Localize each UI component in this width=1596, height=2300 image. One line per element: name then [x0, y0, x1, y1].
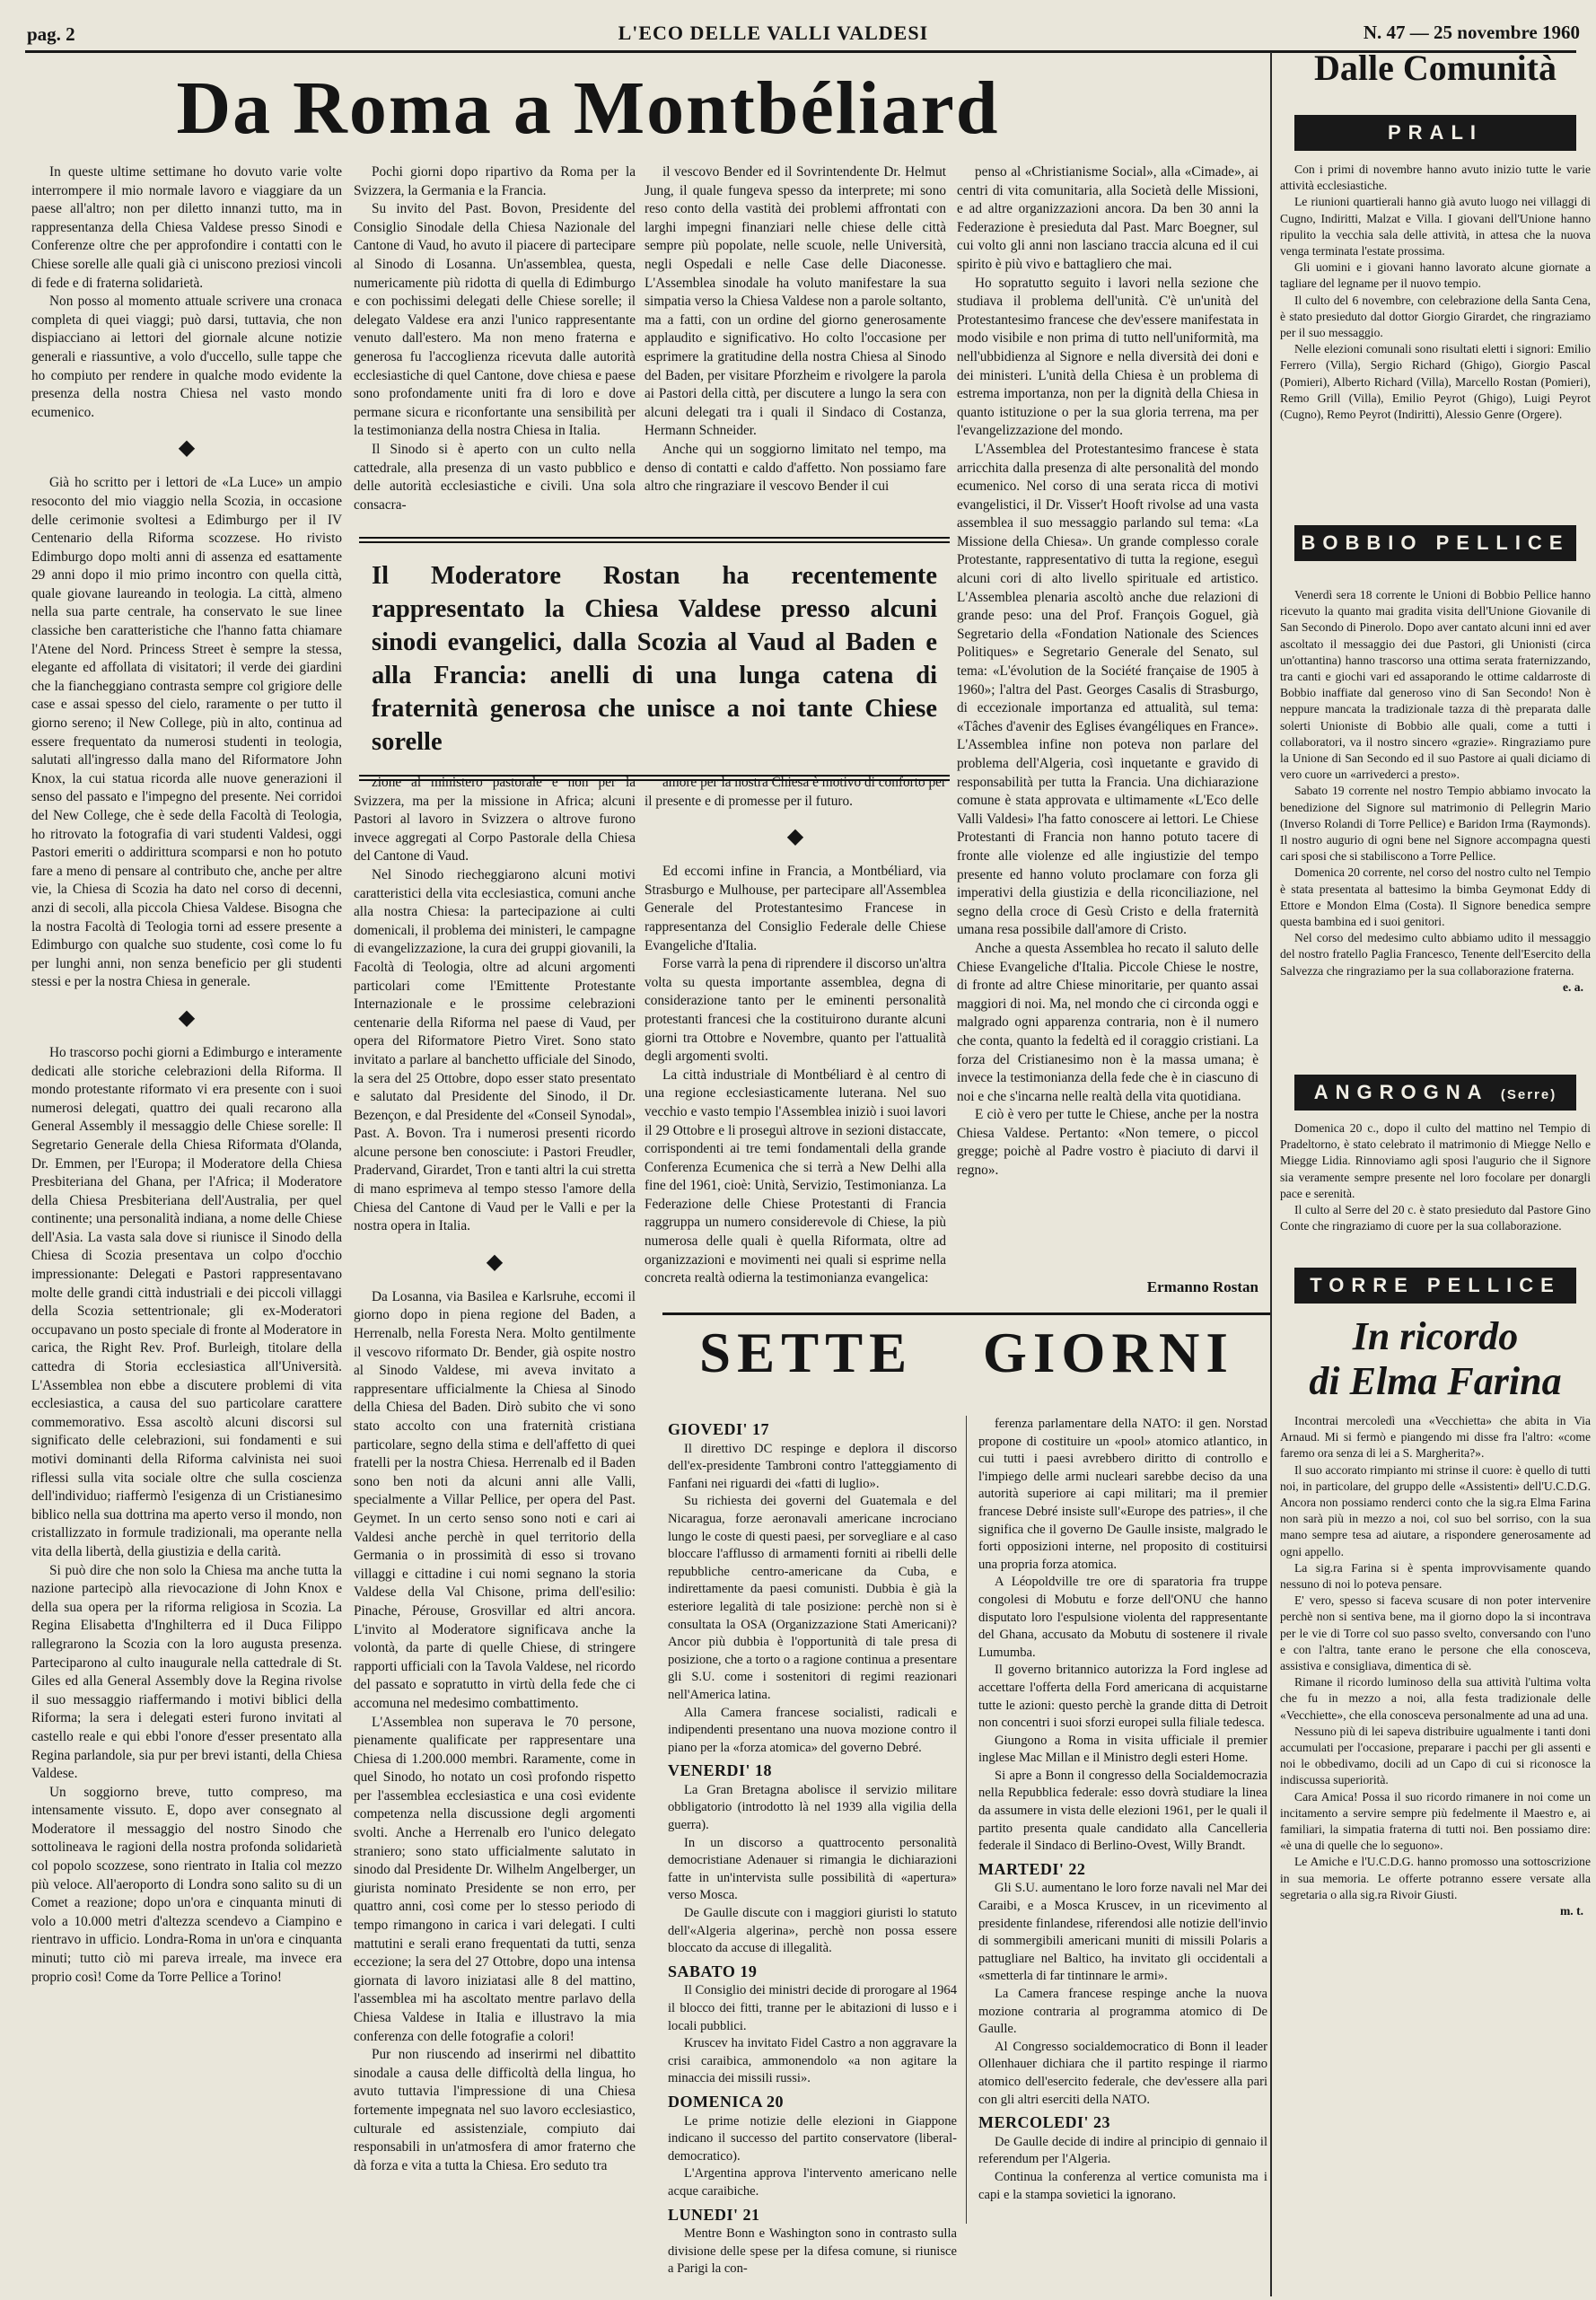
day-heading: DOMENICA 20: [668, 2092, 785, 2111]
paragraph: In queste ultime settimane ho dovuto varie volte interrompere il mio normale lavoro e viaggiare da un paese all'altro; non per diletto innanzi tutto, ma in rappresentanza della Chiesa Valdese presso Sinodi e Conferenze oltre che per approfondire i contatti con le Chiese sorelle alle quali già ci uniscono preziosi vincoli di fede e di fraterna solidarietà.: [31, 164, 342, 291]
paragraph: Gli S.U. aumentano le loro forze navali nel Mar dei Caraibi, e a Mosca Kruscev, in un ricevimento al presidente finlandese, riferendosi alle notizie dell'invio di sommergibili americani muniti di missili Polaris a pattugliare nel Baltico, ha invitato gli occidentali a «smetterla di far tintinnare le armi».: [978, 1881, 1267, 1984]
paragraph: Domenica 20 corrente, nel corso del nostro culto nel Tempio è stata presentata al battesimo la bimba Geymonat Eddy di Ettore e Mondon Elma (Costa). Il Signore benedica sempre questa bambina ed i suoi genitori.: [1280, 865, 1591, 929]
paragraph: amore per la nostra Chiesa è motivo di conforto per il presente e di promesse per il futuro.: [645, 775, 946, 809]
section-elma-farina-text: [1280, 1413, 1591, 2288]
article-column-3-top: [645, 163, 946, 535]
paragraph: Le riunioni quartierali hanno già avuto luogo nei villaggi di Cugno, Indiritti, Malzat e Villa. I giovani dell'Unione hanno ripulito la vecchia sala delle attività, in attesa che la nuova venga terminata l'estate prossima.: [1280, 195, 1591, 259]
day-heading: MERCOLEDI' 23: [978, 2113, 1111, 2132]
paragraph: Mentre Bonn e Washington sono in contrasto sulla divisione delle spese per la difesa comune, si riunisce a Parigi la con-: [668, 2226, 957, 2277]
page-number: pag. 2: [27, 23, 75, 45]
sette-giorni-right-column: [978, 1416, 1267, 2300]
article-column-3-bottom: [645, 774, 946, 1309]
paragraph: Nel Sinodo riecheggiarono alcuni motivi caratteristici della vita ecclesiastica, comuni anche alla nostra Chiesa: la partecipazione ai culti domenicali, il problema dei ministeri, le campagne di evangelizzazione, la cura dei gruppi giovanili, la Facoltà di Teologia, oltre ad alcuni argomenti particolari come l'Emittente Protestante Internazionale e le prossime celebrazioni centenarie della Riforma nel paese di Vaud, per opera del Riformatore Pietro Viret. Sono stato invitato a parlare al banchetto ufficiale del Sinodo, la sera del 25 Ottobre, dopo esser stato presentato e salutato dal Presidente del Sinodo, il Dr. Bezençon, e dal Presidente del «Conseil Synodal», Past. A. Bovon. Tra i numerosi presenti ricordo alcune persone ben conosciute: i Pastori Freudler, Pradervand, Girardet, Tron e tanti altri la cui stretta di mano esprimeva al tempo stesso l'amore della Chiesa del Cantone di Vaud per le Valli e per la nostra opera in Italia.: [354, 866, 636, 1234]
paragraph: Kruscev ha invitato Fidel Castro a non aggravare la crisi caraibica, ammonendolo «a non agitare la minaccia dei missili russi».: [668, 2036, 957, 2086]
deck-box: [359, 537, 950, 781]
paragraph: De Gaulle discute con i maggiori giuristi lo statuto dell'«Algeria algerina», perchè non possa essere bloccato da accuse di illegalità.: [668, 1906, 957, 1956]
paragraph: Incontrai mercoledì una «Vecchietta» che abita in Via Arnaud. Mi si fermò e piangendo mi disse fra l'altro: «come faremo ora senza di lei a S. Margherita?».: [1280, 1414, 1591, 1461]
elma-farina-title: In ricordo di Elma Farina: [1309, 1314, 1562, 1403]
paragraph: L'Assemblea non superava le 70 persone, pienamente qualificate per rappresentare una Chiesa di 1.200.000 membri. Raramente, come in quel Sinodo, ho notato un così profondo rispetto per l'assemblea ecclesiastica e una così evidente competenza nella discussione degli argomenti svolti. Anche a Herrenalb ero l'unico delegato straniero; sono stato ufficialmente salutato in sinodo dal Presidente Dr. Wilhelm Angelberger, un giurista nominato Presidente se non erro, per quattro anni, così come per lo stesso periodo di tempo rimangono in carica i vari delegati. I culti mattutini e serali erano frequentati da tutti, senza eccezione; la sera del 27 Ottobre, dopo una intensa giornata di lavoro iniziatasi alle 8 del mattino, l'assemblea mi ha ascoltato mentre parlavo della Chiesa Valdese in Italia e illustravo la mia conferenza con delle fotografie a colori!: [354, 1714, 636, 2044]
deck-text: Il Moderatore Rostan ha recentemente rappresentato la Chiesa Valdese presso alcuni sinodi evangelici, dalla Scozia al Vaud al Baden e alla Francia: anelli di una lunga catena di fraternità generosa che unisce a noi tante Chiese sorelle: [372, 562, 937, 756]
issue-date: N. 47 — 25 novembre 1960: [1363, 22, 1580, 43]
section-angrogna-text: [1280, 1120, 1591, 1262]
section-heading-prali: PRALI: [1294, 115, 1576, 151]
sette-giorni-left-column: [668, 1416, 957, 2300]
section-heading-angrogna: ANGROGNA (Serre): [1294, 1075, 1576, 1110]
paragraph: Anche qui un soggiorno limitato nel tempo, ma denso di contatti e caldo d'affetto. Non possiamo fare altro che ringraziare il vescovo Bender il cui: [645, 441, 946, 495]
article-column-2-top: [354, 163, 636, 535]
article-column-1: [31, 163, 342, 2291]
paragraph: Il direttivo DC respinge e deplora il discorso dell'ex-presidente Tambroni contro l'atteggiamento di Fanfani nei riguardi dei «fatti di luglio».: [668, 1441, 957, 1491]
section-heading-torre-pellice: TORRE PELLICE: [1294, 1268, 1576, 1304]
article-column-4: [957, 163, 1258, 1277]
paragraph: Un soggiorno breve, tutto compreso, ma intensamente vissuto. E, dopo aver consegnato al Moderatore il messaggio del nostro Sinodo che sottolineava le ragioni della nostra profonda solidarietà col popolo scozzese, sono rientrato in Italia col mezzo più veloce. All'aeroporto di Londra sono salito su di un Comet a reazione; dopo un'ora e cinquanta minuti di volo a 10.000 metri d'altezza scendevo a Ciampino e rientravo in ufficio. Londra-Roma in un'ora e cinquanta minuti; tutto ciò mi pareva irreale, ma invece era proprio così! Come da Torre Pellice a Torino!: [31, 1784, 342, 1985]
day-heading: SABATO 19: [668, 1962, 758, 1980]
paragraph: Gli uomini e i giovani hanno lavorato alcune giornate a tagliare del legname per il nuovo tempio.: [1280, 260, 1591, 291]
section-heading-bobbio-pellice: BOBBIO PELLICE: [1294, 525, 1576, 561]
paragraph: Con i primi di novembre hanno avuto inizio tutte le varie attività ecclesiastiche.: [1280, 162, 1591, 193]
paragraph: Forse varrà la pena di riprendere il discorso un'altra volta su questa importante assemblea, degna di considerazione tanto per le eminenti personalità protestanti francesi che la costituirono durante alcuni giorni tra Ottobre e Novembre, quanto per l'attualità degli argomenti svolti.: [645, 956, 946, 1065]
paragraph: La sig.ra Farina si è spenta improvvisamente quando nessuno di noi lo poteva pensare.: [1280, 1560, 1591, 1592]
paragraph: Si può dire che non solo la Chiesa ma anche tutta la nazione partecipò alla rievocazione di John Knox e della sua opera per la riforma religiosa in Scozia. La Regina Elisabetta d'Inghilterra ed il Duca Filippo rallegrarono la Scozia con la loro augusta presenza. Parteciparono al culto inaugurale nella cattedrale di St. Giles ed alla General Assembly dove la Regina rivolse il suo messaggio riaffermando i motivi biblici della Riforma; la sera i delegati esteri furono invitati al castello reale e qui ebbi l'onore d'esser presentato alla Regina parlandole, sia pur per brevi istanti, della Chiesa Valdese.: [31, 1562, 342, 1782]
paragraph: Il Sinodo si è aperto con un culto nella cattedrale, alla presenza di un vasto pubblico e delle autorità ecclesiastiche e civili. Una sola consacra-: [354, 441, 636, 513]
section-prali-text: [1280, 162, 1591, 521]
paragraph: Ho sopratutto seguito i lavori nella sezione che studiava il problema dell'unità. C'è un'unità del Protestantesimo francese che dev'essere manifestata in modo visibile e non prima di tutto nell'uniformità, ma nell'ubbidienza al Signore e nella diversità dei doni e dei ministeri. L'unità della Chiesa è un problema di estrema importanza, non per la dignità della Chiesa in quanto istituzione o per la sua gloria terrena, ma per l'evangelizzazione del mondo.: [957, 275, 1258, 439]
sette-giorni-column-divider: [966, 1416, 967, 2224]
article-column-2-bottom: [354, 774, 636, 2296]
diamond-separator: ◆: [486, 1250, 504, 1274]
paragraph: Alla Camera francese socialisti, radicali e indipendenti presentano una nuova mozione contro il piano per la «forza atomica» del governo Debré.: [668, 1705, 957, 1755]
sidebar-divider-rule: [1270, 52, 1272, 2296]
paragraph: Continua la conferenza al vertice comunista ma i capi e la stampa sovietici la ignorano.: [978, 2169, 1267, 2202]
paragraph: Domenica 20 c., dopo il culto del mattino nel Tempio di Pradeltorno, è stato celebrato il matrimonio di Miegge Nello e Miegge Lidia. Rinnoviamo agli sposi l'augurio che il Signore sia veramente sempre presente nel loro focolare per donargli pace e serenità.: [1280, 1121, 1591, 1200]
paragraph: Pochi giorni dopo ripartivo da Roma per la Svizzera, la Germania e la Francia.: [354, 164, 636, 198]
paragraph: Ho trascorso pochi giorni a Edimburgo e interamente dedicati alle storiche celebrazioni della Riforma. Il mondo protestante riformato vi era presente con i suoi numerosi delegati, quattro dei quali recarono alla General Assembly il messaggio delle Chiese sorelle: Il Segretario Generale della Chiesa Riformata d'Olanda, Dr. Emmen, per l'Europa; il Moderatore della Chiesa Presbiteriana del Ghana, per l'Africa; il Moderatore della Chiesa Presbiteriana dell'Australia, per quel continente; una personalità indiana, a nome delle Chiese dell'Asia. La vasta sala dove si riunisce il Sinodo della Chiesa di Scozia presentava un colpo d'occhio impressionante: Delegati e Pastori rappresentavano molte delle grandi città industriali e dei piccoli villaggi della Scozia settentrionale; gli ex-Moderatori occupavano un posto speciale di fronte al Moderatore in carica, the Right Rev. Prof. Burleigh, titolare della cattedra di Storia ecclesiastica all'Università. L'Assemblea non ebbe a discutere problemi di vita ecclesiastica, a causa del suo particolare carattere commemorativo. Essa ascoltò alcuni discorsi sul significato delle celebrazioni, sui fondamenti e sui motivi dominanti della Riforma calvinista nei suoi riflessi sulla vita sociale oltre che sulla coscienza dell'individuo; riaffermò l'esigenza di un Cristianesimo biblico nella sua dottrina ma aperto verso il mondo, non cristallizzato in formule tradizionali, ma operante nella vita della libertà, della giustizia e della carità.: [31, 1044, 342, 1559]
diamond-separator: ◆: [178, 1005, 196, 1030]
article-signature: Ermanno Rostan: [1146, 1278, 1258, 1295]
paragraph: A Léopoldville tre ore di sparatoria fra truppe congolesi di Mobutu e forze dell'ONU che hanno disputato loro l'espulsione violenta del rappresentante del Ghana, accusato da Mobutu di sostenere il rivale Lumumba.: [978, 1575, 1267, 1660]
item-signature: m. t.: [1559, 1904, 1583, 1918]
paragraph: L'Assemblea del Protestantesimo francese è stata arricchita dalla presenza di alte personalità del mondo ecumenico. Nel corso di una serata ricca di motivi evangelistici, il Dr. Visser't Hooft rivolse ad una vasta assemblea il suo messaggio parlando sul tema: «La Missione della Chiesa». Un grande complesso corale Protestante, rappresentativo di tutta la regione, eseguì alcuni cori di alto livello spirituale ed artistico. L'Assemblea plenaria ascoltò anche due relazioni di grande peso: una del Prof. François Goguel, già Segretario della «Fondation Nationale des Sciences Politiques» e Segretario Generale del Senato, sul tema: «L'évolution de la Société française de 1905 à 1960»; l'altra del Past. Georges Casalis di Strasburgo, di eccezionale importanza ed attualità, sul tema: «Tâches d'avenir des Eglises évangéliques en France». L'Assemblea infine non poteva non parlare del problema dell'Algeria, così inquetante e gravido di responsabilità per tutta la Francia. Una dichiarazione comune è stata approvata e ultimamente «L'Eco delle Valli Valdesi» l'ha fatto conoscere ai lettori. Le Chiese Protestanti di Francia non hanno potuto tacere di fronte alle violenze ed alle ingiustizie del tempo presente ed hanno voluto proclamare con forza gli imperativi della giustizia e della riconciliazione, nel segno della croce di Gesù Cristo e della fraternità umana resa possibile dall'amore di Cristo.: [957, 441, 1258, 938]
paragraph: Cara Amica! Possa il suo ricordo rimanere in noi come un incitamento a servire sempre più fedelmente il Maestro e, ai familiari, la simpatia fraterna di tutti noi. Ben possiamo dire: «è una di quelle che lo seguono».: [1280, 1789, 1591, 1853]
paragraph: La città industriale di Montbéliard è al centro di una regione ecclesiasticamente luterana. Nel suo vecchio e vasto tempio l'Assemblea iniziò i suoi lavori il 29 Ottobre e li proseguì altrove in sezioni distaccate, corrispondenti ai tre temi fondamentali della grande Conferenza Ecumenica che si terrà a New Delhi alla fine del 1961, cioè: Unità, Servizio, Testimonianza. La Federazione delle Chiese Protestanti di Francia raggruppa un numero considerevole di Chiese, la più numerosa delle quali è quella Riformata, oltre ad organizzazioni e movimenti nei quali si esprime nella concreta realtà odierna la testimonianza evangelica:: [645, 1067, 946, 1286]
paragraph: Rimane il ricordo luminoso della sua attività l'ultima volta che fu in mezzo a noi, alla festa tradizionale delle «Vecchiette», che ella conosceva personalmente ad una ad una.: [1280, 1675, 1591, 1722]
main-headline: Da Roma a Montbéliard: [176, 66, 1000, 150]
sidebar-dalle-comunita: [1278, 47, 1592, 2300]
sidebar-title: Dalle Comunità: [1314, 48, 1557, 88]
paragraph: Nessuno più di lei sapeva distribuire ugualmente i tanti doni accumulati per l'occasione, preparare i pacchi per gli assenti e noi le obbedivamo, docili ad un Capo di cui si riconosce la indiscussa superiorità.: [1280, 1724, 1591, 1787]
paragraph: La Camera francese respinge anche la nuova mozione contraria al programma atomico di De Gaulle.: [978, 1987, 1267, 2037]
paragraph: Anche a questa Assemblea ho recato il saluto delle Chiese Evangeliche d'Italia. Piccole Chiese le nostre, di fronte ad altre Chiese minoritarie, per quanto assai maggiori di noi. Ma, nel mondo che ci circonda oggi e malgrado ogni apparenza contraria, non è il numero che conta, quanto la fedeltà ed il coraggio cristiani. La forza del Cristianesimo non è la massa umana; è invece la testimonianza della fede che è in ciascuno di noi e che s'incarna nelle realtà della vita quotidiana.: [957, 940, 1258, 1104]
paragraph: Su richiesta dei governi del Guatemala e del Nicaragua, forze aeronavali americane incrociano lungo le coste di questi paesi, per sorvegliare e al caso bloccare l'afflusso di armamenti forniti ai ribelli delle repubbliche centro-americane da Cuba, e indirettamente da paesi comunisti. Dubbia è già la esteriore legalità di tale posizione: perchè non si è consultata la OSA (Organizzazione Stati Americani)? Ancor più dubbia è l'opportunità di tale presa di posizione, che a torto o a ragione continua a presentare gli S.U. come i sostenitori di regimi reazionari nell'America latina.: [668, 1494, 957, 1702]
paragraph: Il Consiglio dei ministri decide di prorogare al 1964 il blocco dei fitti, tranne per le abitazioni di lusso e i locali pubblici.: [668, 1983, 957, 2033]
paragraph: L'Argentina approva l'intervento americano nelle acque caraibiche.: [668, 2166, 957, 2199]
paragraph: Sabato 19 corrente nel nostro Tempio abbiamo invocato la benedizione del Signore sul matrimonio di Pellegrin Mario (Inverso Rolandi di Torre Pellice) e Baridon Irma (Raymonds). Il nostro augurio di ogni bene nel Signore accompagna questi cari sposi che si stabiliscono a Torre Pellice.: [1280, 784, 1591, 864]
paragraph: De Gaulle decide di indire al principio di gennaio il referendum per l'Algeria.: [978, 2134, 1267, 2167]
paragraph: Già ho scritto per i lettori de «La Luce» un ampio resoconto del mio viaggio nella Scozia, in occasione delle cerimonie svoltesi a Edimburgo per il IV Centenario della Riforma scozzese. Ho rivisto Edimburgo dopo molti anni di assenza ed esattamente 29 anni dopo il mio primo incontro con quella città, quale giovane laureando in teologia. La città, almeno nella sua parte centrale, ha conservato le sue linee classiche ben caratteristiche che l'hanno fatta chiamare l'Atene del Nord. Princess Street è sempre la stessa, elegante ed affollata di visitatori; il verde dei giardini che la fiancheggiano contrasta sempre col grigiore delle case e assai spesso del cielo, raramente o per tutto il giorno sereno; il New College, più in alto, continua ad essere frequentato da numerosi studenti in teologia, salutati all'ingresso dalla mano del Riformatore John Knox, la cui statua ricorda alle nuove generazioni il senso del passato e l'impegno del presente. Nei corridoi del New College, che è sede della Facoltà di Teologia, ho ritrovato la fotografia di vari studenti Valdesi, oggi Pastori emeriti o addirittura scomparsi e non ho potuto fare a meno di pensare al contributo che, anche per altre vie, la Chiesa di Scozia ha dato nel corso di decenni, anzi di secoli, alla piccola Chiesa Valdese. Bisogna che la nostra Facoltà di Teologia torni ad essere presente a Edimburgo con qualche suo studente, così come lo fu per lunghi anni, non senza beneficio per gli studenti stessi e per la nostra Chiesa in generale.: [31, 475, 342, 990]
sette-giorni-title: SETTE GIORNI: [699, 1321, 1234, 1384]
paragraph: Si apre a Bonn il congresso della Socialdemocrazia nella Repubblica federale: esso dovrà studiare la linea da assumere in vista delle elezioni 1961, per le quali il partito presenta quale candidato alla Cancelleria federale il Sindaco di Berlino-Ovest, Willy Brandt.: [978, 1768, 1267, 1854]
paragraph: Il suo accorato rimpianto mi strinse il cuore: è quello di tutti noi, in particolare, del gruppo delle «Assistenti» dell'U.C.D.G. Ancora non possiamo renderci conto che la sig.ra Elma Farina non sarà più in mezzo a noi, col suo bel sorriso, con la sua mano sempre tesa ad aiutare, a rispondere generosamente ad ogni appello.: [1280, 1462, 1591, 1558]
paragraph: Giungono a Roma in visita ufficiale il premier inglese Mac Millan e il Ministro degli esteri Home.: [978, 1733, 1267, 1766]
item-signature: e. a.: [1562, 979, 1583, 994]
paragraph: Le Amiche e l'U.C.D.G. hanno promosso una sottoscrizione in sua memoria. Le offerte potranno essere versate alla segretaria o alla sig.ra Rivoir Giusti.: [1280, 1855, 1591, 1901]
masthead: L'ECO DELLE VALLI VALDESI: [618, 22, 929, 44]
paragraph: penso al «Christianisme Social», alla «Cimade», ai centri di vita comunitaria, alla Società delle Missioni, e ad altre organizzazioni ancora. Da ben 30 anni la Federazione è presieduta dal Past. Marc Boegner, sul cui volto gli anni non lasciano traccia alcuna ed il cui spirito è più vivo e battagliero che mai.: [957, 164, 1258, 272]
paragraph: La Gran Bretagna abolisce il servizio militare obbligatorio (introdotto là nel 1939 alla vigilia della guerra).: [668, 1782, 957, 1833]
paragraph: Su invito del Past. Bovon, Presidente del Consiglio Sinodale della Chiesa Nazionale del Cantone di Vaud, ho avuto il piacere di partecipare al Sinodo di Losanna. Un'assemblea, questa, numericamente più ridotta di quella di Edimburgo e con pochissimi delegati delle Chiese sorelle; il delegato Valdese era anzi l'unico rappresentante venuto dall'estero. Ma non meno fraterna e generosa fu l'accoglienza ricevuta dalle autorità ecclesiastiche di quel Cantone, dove chiesa e paese sono profondamente uniti fra di loro e dove permane sicura e riconfortante una sensibilità per la testimonianza della nostra Chiesa in Italia.: [354, 201, 636, 439]
paragraph: il vescovo Bender ed il Sovrintendente Dr. Helmut Jung, il quale fungeva spesso da interprete; mi sono reso conto della vastità dei problemi affrontati con larghi impegni finanziari nelle chiese delle città sempre più popolate, nelle scuole, nelle Università, negli Ospedali e nelle Case delle Diaconesse. L'Assemblea sinodale ha voluto manifestare la sua simpatia verso la Chiesa Valdese non a parole soltanto, ma a fatti, con un ordine del giorno generosamente applaudito e significativo. Ho colto l'occasione per esprimere la gratitudine della nostra Chiesa al Sinodo del Baden, per visitare Pforzheim e rivolgere la parola ai Pastori della città, per discutere a lungo la sera con alcuni delegati tra i quali il Sindaco di Costanza, Hermann Schneider.: [645, 164, 946, 439]
paragraph: E' vero, spesso si faceva scusare di non poter intervenire perchè non si sentiva bene, ma il giorno dopo la si incontrava per le vie di Torre col suo passo svelto, conversando con l'uno e con l'altra, tante erano le persone che ella conosceva, assistiva e consigliava, dimentica di sè.: [1280, 1593, 1591, 1673]
paragraph: zione al ministero pastorale e non per la Svizzera, ma per la missione in Africa; alcuni Pastori al lavoro in Svizzera o altrove furono invece aggregati al Corpo Pastorale della Chiesa del Cantone di Vaud.: [354, 775, 636, 865]
paragraph: Al Congresso socialdemocratico di Bonn il leader Ollenhauer dichiara che il partito respinge il riarmo atomico dell'esercito federale, che dev'essere alla pari con gli altri eserciti della NATO.: [978, 2039, 1267, 2107]
paragraph: Nelle elezioni comunali sono risultati eletti i signori: Emilio Ferrero (Villa), Sergio Richard (Ghigo), Giorgio Pascal (Pomieri), Alberto Richard (Villa), Marcello Rostan (Pomieri), Remo Grill (Villa), Emilio Peyrot (Ghigo), Luigi Peyrot (Cugno), Remo Peyrot (Indiritti), Alessio Genre (Orgere).: [1280, 342, 1591, 422]
paragraph: ferenza parlamentare della NATO: il gen. Norstad propone di costituire un «pool» atomico atlantico, in cui tutti i paesi avrebbero diritto di controllo e l'impiego delle armi nucleari sarebbe deciso da una autorità superiore ai capi militari; ma il premier francese Debré insiste sull'«Europe des patries», il che significa che il governo De Gaulle insiste, malgrado le forti opposizioni interne, nel proposito di costituirsi una propria forza atomica.: [978, 1417, 1267, 1572]
paragraph: In un discorso a quattrocento personalità democristiane Adenauer si rimangia le dichiarazioni fatte in un'intervista sulle possibilità di «apertura» verso Mosca.: [668, 1835, 957, 1903]
paragraph: Il culto al Serre del 20 c. è stato presieduto dal Pastore Gino Conte che ringraziamo di cuore per la sua collaborazione.: [1280, 1203, 1591, 1233]
paragraph: Non posso al momento attuale scrivere una cronaca completa di quei viaggi; può darsi, tuttavia, che non dispiacciano ai lettori del giornale alcune notizie generali e riassuntive, a volo d'uccello, sulle tappe che ho compiuto per rendere in qualche modo evidente la presenza della nostra Chiesa nel vasto mondo ecumenico.: [31, 294, 342, 420]
paragraph: Il governo britannico autorizza la Ford inglese ad accettare l'offerta della Ford americana di acquistarne tutte le azioni: questo perchè la grande ditta di Detroit non concentri i suoi sforzi europei sulla filiale tedesca.: [978, 1663, 1267, 1731]
day-heading: LUNEDI' 21: [668, 2205, 760, 2224]
paragraph: Il culto del 6 novembre, con celebrazione della Santa Cena, è stato presieduto dal dottor Giorgio Girardet, che ringraziamo per il suo messaggio.: [1280, 293, 1591, 340]
section-heading-angrogna-sub: (Serre): [1500, 1087, 1557, 1102]
section-bobbio-text: [1280, 587, 1591, 1061]
diamond-separator: ◆: [178, 436, 196, 461]
paragraph: Pur non riuscendo ad inserirmi nel dibattito sinodale a causa delle difficoltà della lingua, ho avuto tuttavia l'impressione di una Chiesa fortemente impegnata nel suo lavoro ecclesiastico, culturale ed assistenziale, compiuto dai responsabili in un'atmosfera di amor fraterno che dà forza e vita a tutta la Chiesa. Ero seduto tra: [354, 2047, 636, 2173]
paragraph: Da Losanna, via Basilea e Karlsruhe, eccomi il giorno dopo in piena regione del Baden, a Herrenalb, nella Foresta Nera. Molto gentilmente il vescovo riformato Dr. Bender, già ospite nostro al Sinodo Valdese, mi aveva invitato a rappresentare ufficialmente la Chiesa al Sinodo della Chiesa del Baden. Dirò subito che vi sono stato accolto con una fraternità cristiana particolare, segno della stima e dell'affetto di quei fratelli per la nostra Chiesa. Herrenalb ed il Baden sono ben noti da alcuni anni alle Valli, specialmente a Villar Pellice, per opera del Past. Geymet. In un certo senso sono noti e cari ai Valdesi anche perchè in quel territorio della Germania o in prossimità di esso si trovano villaggi e cittadine i cui nomi segnano la storia Valdese della Val Chisone, prima dell'esilio: Pinache, Pérouse, Grosvillar ed altri ancora. L'invito al Moderatore significava anche la volontà, da parte di quelle Chiese, di stringere rapporti ufficiali con la Tavola Valdese, nel ricordo del passato e sopratutto in virtù della fede che ci accomuna nel medesimo combattimento.: [354, 1288, 636, 1711]
day-heading: GIOVEDI' 17: [668, 1420, 770, 1438]
paragraph: Nel corso del medesimo culto abbiamo udito il messaggio del nostro fratello Paglia Francesco, Tenente dell'Esercito della Salvezza che ringraziamo per la sua collaborazione fraterna.: [1280, 931, 1591, 978]
paragraph: E ciò è vero per tutte le Chiese, anche per la nostra Chiesa Valdese. Pertanto: «Non temere, o piccol gregge; poichè al Padre vostro è piaciuto di darvi il regno».: [957, 1107, 1258, 1179]
diamond-separator: ◆: [786, 825, 804, 849]
paragraph: Le prime notizie delle elezioni in Giappone indicano il successo del partito conservatore (liberal-democratico).: [668, 2113, 957, 2164]
paragraph: Ed eccomi infine in Francia, a Montbéliard, via Strasburgo e Mulhouse, per partecipare all'Assemblea Generale del Protestantesimo Francese in rappresentanza del Consiglio Federale delle Chiese Evangeliche d'Italia.: [645, 864, 946, 953]
day-heading: VENERDI' 18: [668, 1761, 773, 1780]
sette-giorni-section: [662, 1312, 1271, 2300]
paragraph: Venerdì sera 18 corrente le Unioni di Bobbio Pellice hanno ricevuto la quanto mai gradita visita dell'Unione Giovanile di San Secondo di Pinerolo. Dopo aver cantato alcuni inni ed aver ascoltato il messaggio dei due Pastori, gli Unionisti (circa un'ottantina) hanno trascorso una ottima serata fraternizzando, tra canti e giochi vari ed assaporando le ottime caldarroste di Bobbio inaffiate dal generoso vino di San Secondo! Non è neppure mancata la tradizionale tazza di thè preparata dalle solerti Unioniste di Bobbio alle quali, come a tutti i collaboratori, va il nostro sincero «grazie». Ringraziamo pure la Unione di San Secondo ed il suo Pastore ai quali diciamo di vero cuore un «arrivederci a presto».: [1280, 588, 1591, 782]
day-heading: MARTEDI' 22: [978, 1859, 1086, 1878]
